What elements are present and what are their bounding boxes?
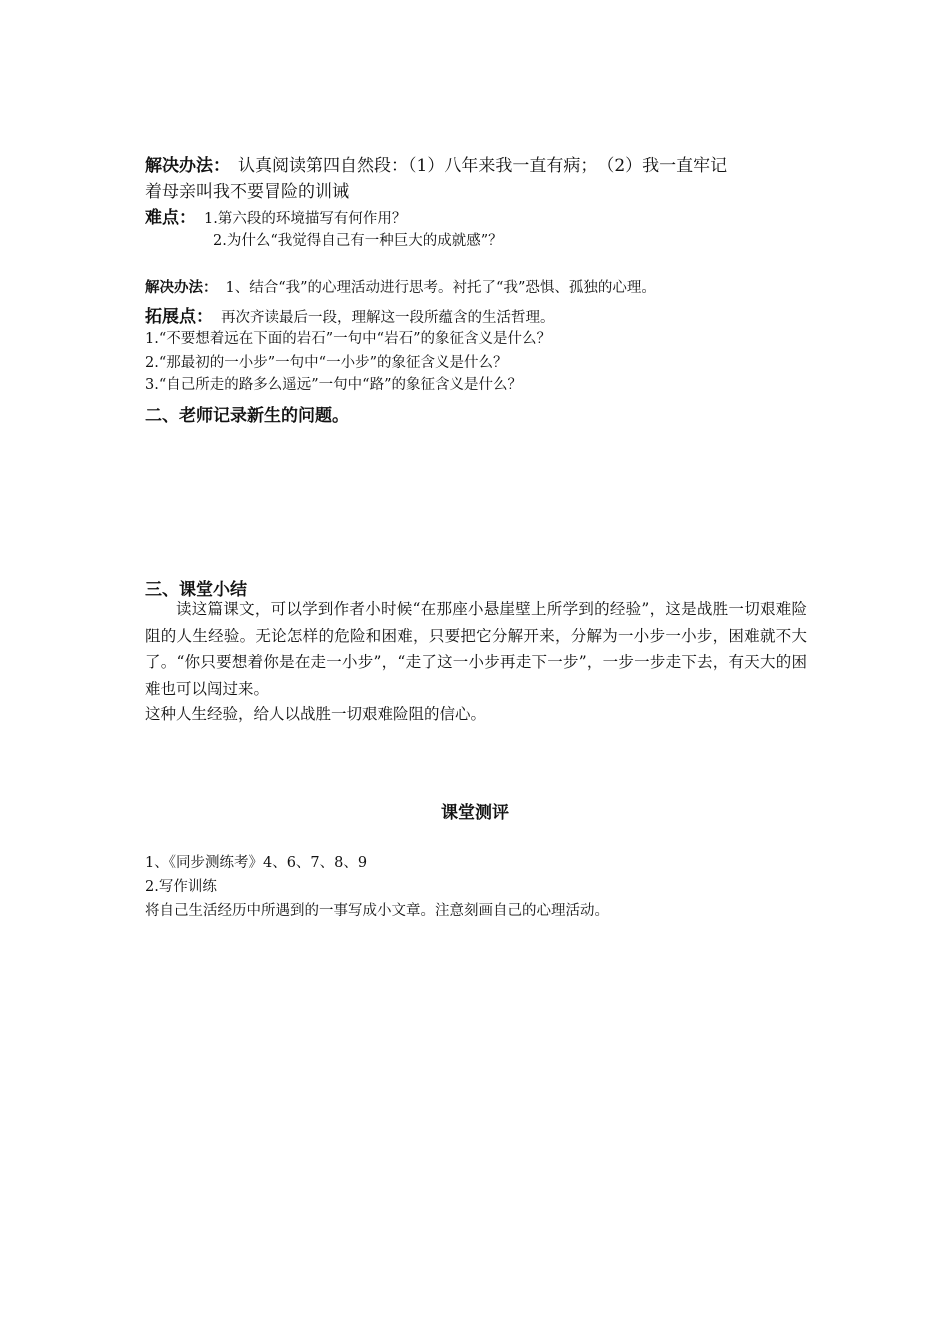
assessment-item-3: 将自己生活经历中所遇到的一事写成小文章。注意刻画自己的心理活动。 (145, 903, 609, 919)
difficulty-line (145, 203, 406, 228)
solution-2-text: 1、结合“我”的心理活动进行思考。衬托了“我”恐惧、孤独的心理。 (225, 280, 656, 296)
solution-1-continuation: 着母亲叫我不要冒险的训诫 (145, 182, 349, 202)
solution-2-label: 解决办法： (145, 280, 218, 296)
assessment-title: 课堂测评 (441, 803, 509, 823)
question-item-2: 2.“那最初的一小步”一句中“一小步”的象征含义是什么？ (145, 355, 508, 371)
summary-paragraph: 读这篇课文，可以学到作者小时候“在那座小悬崖壁上所学到的经验”，这是战胜一切艰难险阻的人生经验。无论怎样的危险和困难，只要把它分解开来，分解为一小步一小步，困难就不大了。“你只要想着你是在走一小步”，“走了这一小步再走下一步”，一步一步走下去，有天大的困难也可以闯过来。 (145, 600, 807, 698)
extension-line (145, 302, 555, 327)
question-item-3: 3.“自己所走的路多么遥远”一句中“路”的象征含义是什么？ (145, 377, 522, 393)
assessment-item-2: 2.写作训练 (145, 879, 217, 895)
extension-label: 拓展点： (145, 307, 213, 327)
section-3-heading: 三、课堂小结 (145, 580, 247, 600)
solution-1-text: 认真阅读第四自然段：（1）八年来我一直有病； （2）我一直牢记 (238, 156, 728, 176)
solution-2-line (145, 276, 656, 297)
summary-closing: 这种人生经验，给人以战胜一切艰难险阻的信心。 (145, 705, 487, 723)
difficulty-label: 难点： (145, 208, 196, 228)
question-item-1: 1.“不要想着远在下面的岩石”一句中“岩石”的象征含义是什么？ (145, 331, 551, 347)
solution-1-label: 解决办法： (145, 156, 230, 176)
section-2-heading: 二、老师记录新生的问题。 (145, 406, 349, 426)
difficulty-question-2: 2.为什么“我觉得自己有一种巨大的成就感”？ (213, 233, 503, 249)
solution-1-line (145, 151, 727, 176)
assessment-item-1: 1、《同步测练考》4、6、7、8、9 (145, 855, 368, 871)
difficulty-question-1: 1.第六段的环境描写有何作用？ (204, 211, 407, 227)
extension-text: 再次齐读最后一段，理解这一段所蕴含的生活哲理。 (221, 310, 555, 326)
